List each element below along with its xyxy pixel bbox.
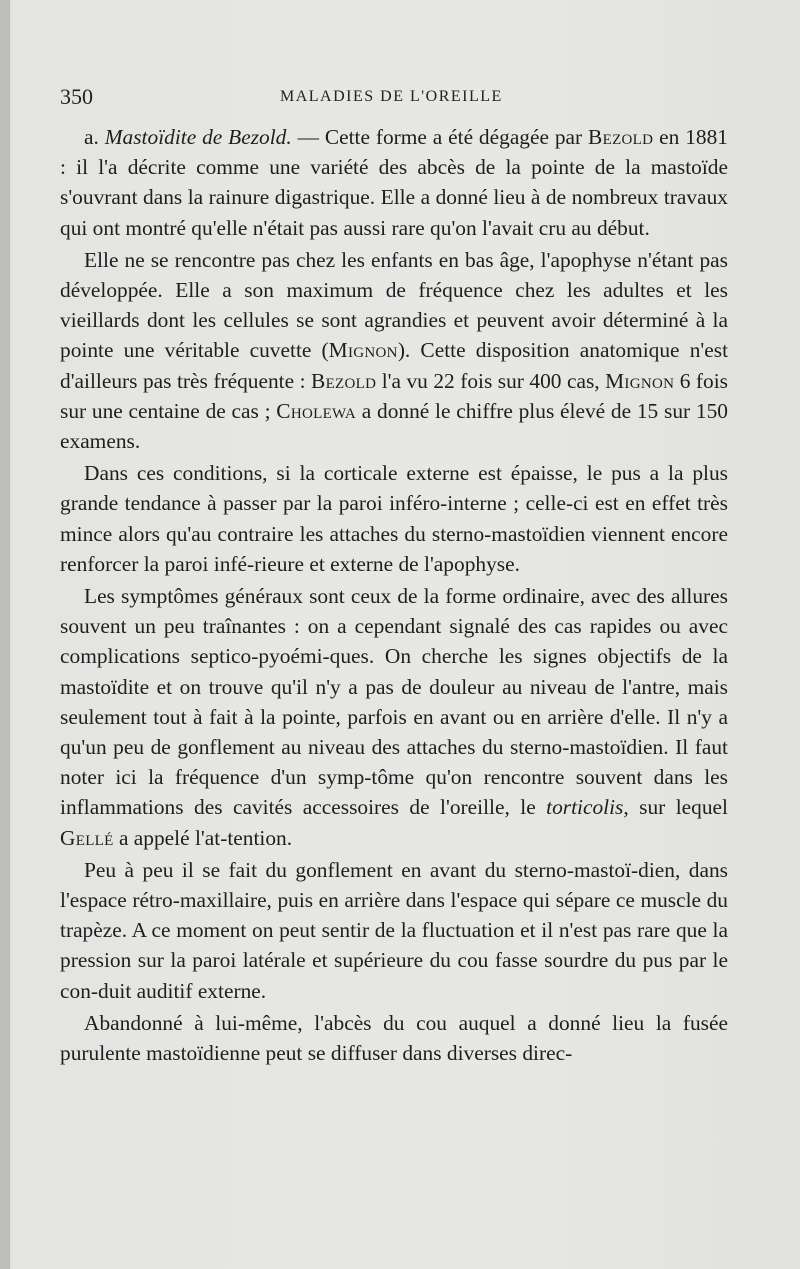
- text-run: — Cette forme a été dégagée par: [291, 125, 589, 149]
- text-run: Elle ne se rencontre pas chez les enfants en bas âge, l'apophyse n'étant pas développée. Elle a son maximum de fréquence chez les adultes et les vieillards dont les cellules se sont agrandies et peuvent avoir déterminé à la pointe une véritable cuvette (: [60, 247, 728, 363]
- page-header: [60, 84, 724, 114]
- paragraph: [60, 122, 728, 243]
- text-run: Dans ces conditions, si la corticale externe est épaisse, le pus a la plus grande tendance à passer par la paroi inféro-interne ; celle-ci est en effet très mince alors qu'au contraire les attaches du sterno-mastoïdien viennent encore renforcer la paroi infé-rieure et externe de l'apophyse.: [60, 461, 728, 576]
- body-text: [60, 122, 728, 1068]
- text-run: ). Cette disposition anatomique n'est d'ailleurs pas très fréquente :: [60, 338, 729, 393]
- paragraph: [60, 581, 728, 853]
- text-run: Abandonné à lui-même, l'abcès du cou auquel a donné lieu la fusée purulente mastoïdienne peut se diffuser dans diverses direc-: [60, 1010, 728, 1066]
- text-run: , sur lequel: [623, 795, 728, 820]
- author-name: Bezold: [311, 368, 377, 393]
- italic-text: torticolis: [546, 795, 624, 820]
- author-name: Cholewa: [276, 398, 356, 423]
- text-run: l'a vu 22 fois sur 400 cas,: [376, 368, 606, 393]
- text-run: a appelé l'at-tention.: [113, 825, 293, 850]
- author-name: Mignon: [605, 368, 675, 393]
- author-name: Mignon: [328, 338, 398, 363]
- paragraph: [60, 1008, 728, 1068]
- running-head: MALADIES DE L'OREILLE: [280, 88, 503, 105]
- text-run: a donné le chiffre plus élevé de 15 sur 150 examens.: [60, 398, 728, 454]
- italic-text: Mastoïdite de Bezold.: [104, 125, 292, 149]
- text-run: Peu à peu il se fait du gonflement en avant du sterno-mastoï-dien, dans l'espace rétro-maxillaire, puis en arrière dans l'espace qui sépare ce muscle du trapèze. A ce moment on peut sentir de la fluctuation et il n'est pas rare que la pression sur la paroi latérale et supérieure du cou fasse sourdre du pus par le con-duit auditif externe.: [60, 857, 728, 1003]
- paragraph: [60, 245, 728, 456]
- author-name: Bezold: [588, 125, 654, 149]
- text-run: 6 fois sur une centaine de cas ;: [60, 368, 728, 423]
- author-name: Gellé: [60, 825, 114, 850]
- text-run: Les symptômes généraux sont ceux de la forme ordinaire, avec des allures souvent un peu traînantes : on a cependant signalé des cas rapides ou avec complications septico-pyoémi-ques. On cherche les signes objectifs de la mastoïdite et on trouve qu'il n'y a pas de douleur au niveau de l'antre, mais seulement tout à fait à la pointe, parfois en avant ou en arrière d'elle. Il n'y a qu'un peu de gonflement au niveau des attaches du sterno-mastoïdien. Il faut noter ici la fréquence d'un symp-tôme qu'on rencontre souvent dans les inflammations des cavités accessoires de l'oreille, le: [60, 584, 728, 820]
- page-gutter-shadow: [0, 0, 10, 1269]
- paragraph: [60, 855, 728, 1006]
- page-number: 350: [60, 84, 93, 109]
- text-run: a.: [84, 125, 105, 149]
- paragraph: [60, 458, 728, 579]
- text-run: en 1881 : il l'a décrite comme une variété des abcès de la pointe de la mastoïde s'ouvrant dans la rainure digastrique. Elle a donné lieu à de nombreux travaux qui ont montré qu'elle n'était pas aussi rare qu'on l'avait cru au début.: [60, 125, 728, 240]
